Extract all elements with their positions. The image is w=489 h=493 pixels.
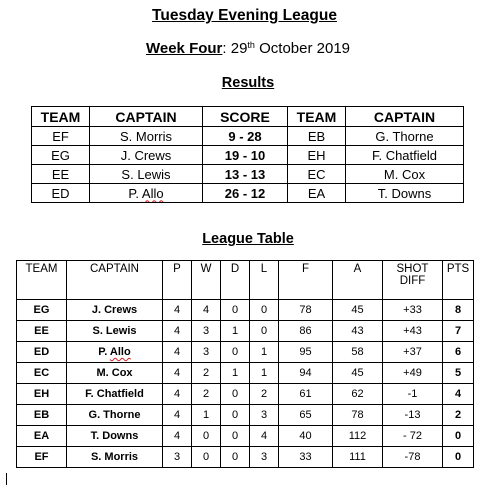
results-header-team: TEAM — [288, 107, 346, 127]
league-row — [17, 342, 474, 363]
played-cell: 4 — [163, 426, 192, 447]
for-cell: 86 — [279, 321, 333, 342]
won-cell: 2 — [192, 363, 221, 384]
header-points: PTS — [443, 261, 474, 300]
team-cell: EC — [17, 363, 67, 384]
won-cell: 0 — [192, 426, 221, 447]
drawn-cell: 0 — [221, 447, 250, 468]
shot-diff-cell: -13 — [383, 405, 443, 426]
points-cell: 5 — [443, 363, 474, 384]
played-cell: 4 — [163, 321, 192, 342]
team-cell: EB — [17, 405, 67, 426]
home-captain-cell: J. Crews — [90, 146, 203, 165]
home-captain-cell: S. Lewis — [90, 165, 203, 184]
points-cell: 0 — [443, 426, 474, 447]
points-cell: 7 — [443, 321, 474, 342]
home-team-cell: EE — [32, 165, 90, 184]
week-line — [0, 40, 489, 57]
results-header-captain: CAPTAIN — [90, 107, 203, 127]
against-cell: 58 — [333, 342, 383, 363]
lost-cell: 3 — [250, 447, 279, 468]
league-header-row — [17, 261, 474, 300]
team-cell: ED — [17, 342, 67, 363]
for-cell: 95 — [279, 342, 333, 363]
captain-cell: J. Crews — [67, 300, 163, 321]
lost-cell: 2 — [250, 384, 279, 405]
home-captain-cell — [90, 184, 203, 203]
league-table — [16, 260, 474, 468]
text-cursor — [6, 473, 7, 485]
results-header-captain: CAPTAIN — [346, 107, 464, 127]
captain-initial: P. — [128, 185, 142, 201]
date-rest: October 2019 — [254, 40, 350, 57]
home-team-cell: ED — [32, 184, 90, 203]
against-cell: 43 — [333, 321, 383, 342]
captain-cell: T. Downs — [67, 426, 163, 447]
header-shot-line1: SHOT — [396, 263, 429, 275]
header-lost: L — [250, 261, 279, 300]
score-cell: 26 - 12 — [203, 184, 288, 203]
header-for: F — [279, 261, 333, 300]
against-cell: 45 — [333, 363, 383, 384]
captain-cell: S. Morris — [67, 447, 163, 468]
captain-cell: F. Chatfield — [67, 384, 163, 405]
for-cell: 33 — [279, 447, 333, 468]
for-cell: 94 — [279, 363, 333, 384]
points-cell: 0 — [443, 447, 474, 468]
shot-diff-cell: +49 — [383, 363, 443, 384]
played-cell: 4 — [163, 405, 192, 426]
results-header-score: SCORE — [203, 107, 288, 127]
team-cell: EF — [17, 447, 67, 468]
shot-diff-cell: +33 — [383, 300, 443, 321]
lost-cell: 1 — [250, 342, 279, 363]
header-against: A — [333, 261, 383, 300]
lost-cell: 3 — [250, 405, 279, 426]
league-row — [17, 300, 474, 321]
played-cell: 4 — [163, 384, 192, 405]
captain-cell: S. Lewis — [67, 321, 163, 342]
for-cell: 40 — [279, 426, 333, 447]
shot-diff-cell: +37 — [383, 342, 443, 363]
won-cell: 2 — [192, 384, 221, 405]
played-cell: 4 — [163, 363, 192, 384]
header-team: TEAM — [17, 261, 67, 300]
won-cell: 3 — [192, 342, 221, 363]
drawn-cell: 0 — [221, 384, 250, 405]
away-captain-cell: F. Chatfield — [346, 146, 464, 165]
results-header-row — [32, 107, 464, 127]
away-team-cell: EB — [288, 127, 346, 146]
results-row — [32, 165, 464, 184]
team-cell: EA — [17, 426, 67, 447]
against-cell: 112 — [333, 426, 383, 447]
results-row — [32, 127, 464, 146]
away-captain-cell: M. Cox — [346, 165, 464, 184]
date-day: 29 — [230, 40, 248, 57]
results-header-team: TEAM — [32, 107, 90, 127]
header-played: P — [163, 261, 192, 300]
home-captain-cell: S. Morris — [90, 127, 203, 146]
captain-cell: G. Thorne — [67, 405, 163, 426]
away-team-cell: EC — [288, 165, 346, 184]
league-table-heading: League Table — [202, 231, 294, 247]
shot-diff-cell: - 72 — [383, 426, 443, 447]
against-cell: 45 — [333, 300, 383, 321]
header-captain: CAPTAIN — [67, 261, 163, 300]
score-cell: 13 - 13 — [203, 165, 288, 184]
drawn-cell: 0 — [221, 300, 250, 321]
away-team-cell: EH — [288, 146, 346, 165]
for-cell: 61 — [279, 384, 333, 405]
league-row — [17, 363, 474, 384]
drawn-cell: 0 — [221, 426, 250, 447]
captain-cell — [67, 342, 163, 363]
league-row — [17, 447, 474, 468]
won-cell: 4 — [192, 300, 221, 321]
played-cell: 4 — [163, 300, 192, 321]
lost-cell: 1 — [250, 363, 279, 384]
played-cell: 3 — [163, 447, 192, 468]
results-heading: Results — [221, 75, 275, 91]
results-row — [32, 146, 464, 165]
drawn-cell: 0 — [221, 342, 250, 363]
lost-cell: 4 — [250, 426, 279, 447]
against-cell: 111 — [333, 447, 383, 468]
score-cell: 9 - 28 — [203, 127, 288, 146]
against-cell: 62 — [333, 384, 383, 405]
away-captain-cell: T. Downs — [346, 184, 464, 203]
away-team-cell: EA — [288, 184, 346, 203]
drawn-cell: 1 — [221, 321, 250, 342]
drawn-cell: 1 — [221, 363, 250, 384]
spellcheck-flagged-word[interactable]: Allo — [141, 185, 164, 201]
header-won: W — [192, 261, 221, 300]
won-cell: 0 — [192, 447, 221, 468]
points-cell: 8 — [443, 300, 474, 321]
score-cell: 19 - 10 — [203, 146, 288, 165]
points-cell: 4 — [443, 384, 474, 405]
team-cell: EH — [17, 384, 67, 405]
league-row — [17, 384, 474, 405]
drawn-cell: 0 — [221, 405, 250, 426]
lost-cell: 0 — [250, 321, 279, 342]
shot-diff-cell: +43 — [383, 321, 443, 342]
for-cell: 65 — [279, 405, 333, 426]
captain-initial: P. — [98, 346, 110, 358]
header-drawn: D — [221, 261, 250, 300]
results-table — [31, 106, 464, 203]
points-cell: 2 — [443, 405, 474, 426]
played-cell: 4 — [163, 342, 192, 363]
league-row — [17, 405, 474, 426]
points-cell: 6 — [443, 342, 474, 363]
header-shot-line2: DIFF — [399, 275, 426, 287]
won-cell: 3 — [192, 321, 221, 342]
spellcheck-flagged-word[interactable]: Allo — [109, 346, 131, 358]
shot-diff-cell: -1 — [383, 384, 443, 405]
lost-cell: 0 — [250, 300, 279, 321]
against-cell: 78 — [333, 405, 383, 426]
home-team-cell: EF — [32, 127, 90, 146]
date-suffix: th — [247, 40, 255, 50]
won-cell: 1 — [192, 405, 221, 426]
document-title: Tuesday Evening League — [152, 7, 337, 24]
week-label: Week Four — [145, 40, 223, 57]
team-cell: EG — [17, 300, 67, 321]
league-row — [17, 426, 474, 447]
week-separator: : — [222, 40, 231, 57]
home-team-cell: EG — [32, 146, 90, 165]
for-cell: 78 — [279, 300, 333, 321]
results-row — [32, 184, 464, 203]
away-captain-cell: G. Thorne — [346, 127, 464, 146]
captain-cell: M. Cox — [67, 363, 163, 384]
shot-diff-cell: -78 — [383, 447, 443, 468]
league-row — [17, 321, 474, 342]
header-shot-diff — [383, 261, 443, 300]
team-cell: EE — [17, 321, 67, 342]
